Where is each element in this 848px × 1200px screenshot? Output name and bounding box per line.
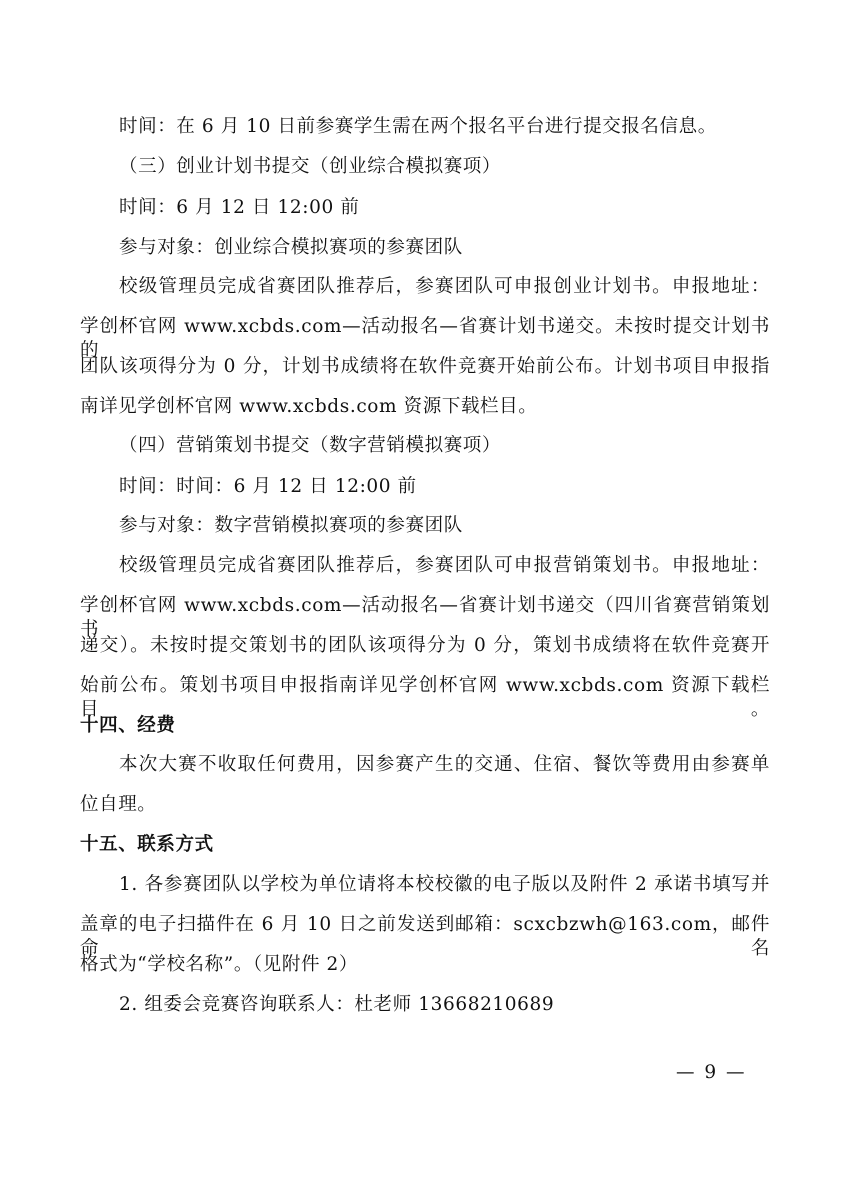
paragraph-line: 参与对象：创业综合模拟赛项的参赛团队 xyxy=(119,237,463,258)
paragraph-line: 南详见学创杯官网 www.xcbds.com 资源下载栏目。 xyxy=(80,396,538,417)
paragraph-line: 格式为“学校名称”。（见附件 2） xyxy=(80,954,359,975)
paragraph-line: 始前公布。策划书项目申报指南详见学创杯官网 www.xcbds.com 资源下载栏目。 xyxy=(80,675,770,720)
paragraph-line: 时间：在 6 月 10 日前参赛学生需在两个报名平台进行提交报名信息。 xyxy=(119,116,717,137)
paragraph-line: 学创杯官网 www.xcbds.com—活动报名—省赛计划书递交（四川省赛营销策划书 xyxy=(80,595,770,640)
paragraph-line: 2. 组委会竞赛咨询联系人：杜老师 13668210689 xyxy=(119,994,555,1015)
section-subheading: （三）创业计划书提交（创业综合模拟赛项） xyxy=(119,156,502,177)
paragraph-line: 参与对象：数字营销模拟赛项的参赛团队 xyxy=(119,515,463,536)
section-subheading: （四）营销策划书提交（数字营销模拟赛项） xyxy=(119,435,502,456)
section-heading: 十五、联系方式 xyxy=(80,834,214,855)
paragraph-line: 校级管理员完成省赛团队推荐后，参赛团队可申报营销策划书。申报地址： xyxy=(119,555,770,576)
paragraph-line: 校级管理员完成省赛团队推荐后，参赛团队可申报创业计划书。申报地址： xyxy=(119,276,770,297)
paragraph-line: 本次大赛不收取任何费用，因参赛产生的交通、住宿、餐饮等费用由参赛单 xyxy=(119,754,770,775)
paragraph-line: 学创杯官网 www.xcbds.com—活动报名—省赛计划书递交。未按时提交计划书的 xyxy=(80,316,770,361)
paragraph-line: 时间：时间：6 月 12 日 12:00 前 xyxy=(119,476,417,497)
paragraph-line: 时间：6 月 12 日 12:00 前 xyxy=(119,197,360,218)
page-number: — 9 — xyxy=(676,1062,747,1083)
paragraph-line: 团队该项得分为 0 分，计划书成绩将在软件竞赛开始前公布。计划书项目申报指 xyxy=(80,356,770,377)
paragraph-line: 位自理。 xyxy=(80,794,157,815)
paragraph-line: 盖章的电子扫描件在 6 月 10 日之前发送到邮箱：scxcbzwh@163.com，邮件命名 xyxy=(80,914,770,959)
paragraph-line: 1. 各参赛团队以学校为单位请将本校校徽的电子版以及附件 2 承诺书填写并 xyxy=(119,874,770,895)
paragraph-line: 递交）。未按时提交策划书的团队该项得分为 0 分，策划书成绩将在软件竞赛开 xyxy=(80,635,770,656)
section-heading: 十四、经费 xyxy=(80,715,176,736)
